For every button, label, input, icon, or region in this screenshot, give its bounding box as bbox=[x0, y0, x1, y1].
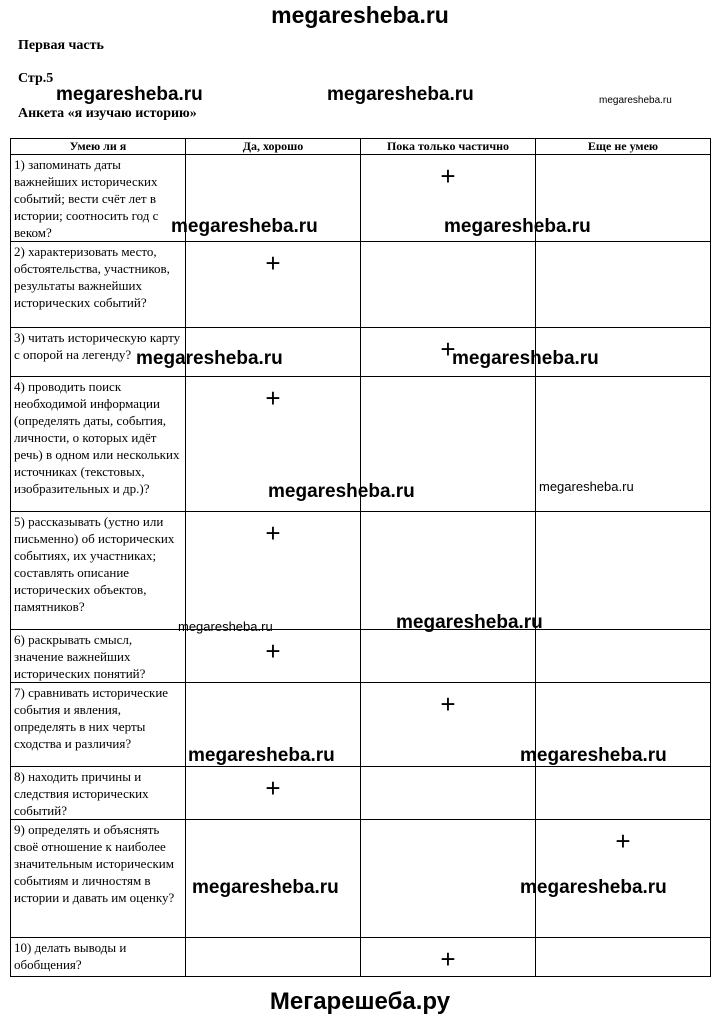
question-cell: 5) рассказывать (устно или письменно) об исторических событиях, их участниках; составлять описание исторических объектов, памятников? bbox=[11, 512, 186, 630]
table-row bbox=[11, 938, 711, 977]
column-header-not-yet: Еще не умею bbox=[536, 139, 711, 155]
answer-cell bbox=[536, 512, 711, 630]
answer-cell bbox=[186, 767, 361, 820]
watermark: megaresheba.ru bbox=[452, 348, 599, 369]
question-cell: 7) сравнивать исторические события и явления, определять в них черты сходства и различия? bbox=[11, 683, 186, 767]
answer-cell bbox=[186, 630, 361, 683]
answer-cell bbox=[361, 938, 536, 977]
watermark: megaresheba.ru bbox=[539, 479, 634, 494]
table-row bbox=[11, 328, 711, 377]
answer-cell bbox=[361, 630, 536, 683]
question-cell: 9) определять и объяснять своё отношение к наиболее значительным историческим событиям и личностям в истории и давать им оценку? bbox=[11, 820, 186, 938]
survey-table bbox=[10, 138, 711, 977]
watermark: megaresheba.ru bbox=[56, 84, 203, 105]
column-header-good: Да, хорошо bbox=[186, 139, 361, 155]
watermark: megaresheba.ru bbox=[520, 877, 667, 898]
question-cell: 3) читать историческую карту с опорой на легенду? bbox=[11, 328, 186, 377]
question-cell: 4) проводить поиск необходимой информации (определять даты, события, личности, о которых идёт речь) в одном или нескольких источниках (текстовых, изобразительных и др.)? bbox=[11, 377, 186, 512]
watermark: megaresheba.ru bbox=[192, 877, 339, 898]
question-cell: 2) характеризовать место, обстоятельства, участников, результаты важнейших исторических событий? bbox=[11, 242, 186, 328]
table-row bbox=[11, 155, 711, 242]
column-header-partial: Пока только частично bbox=[361, 139, 536, 155]
answer-cell bbox=[361, 683, 536, 767]
plus-mark-icon: + bbox=[265, 773, 281, 803]
table-row bbox=[11, 242, 711, 328]
answer-cell bbox=[536, 938, 711, 977]
column-header-skill: Умею ли я bbox=[11, 139, 186, 155]
answer-cell bbox=[536, 630, 711, 683]
watermark: megaresheba.ru bbox=[396, 612, 543, 633]
answer-cell bbox=[536, 767, 711, 820]
plus-mark-icon: + bbox=[440, 689, 456, 719]
answer-cell bbox=[361, 820, 536, 938]
site-header: megaresheba.ru bbox=[271, 2, 449, 28]
answer-cell bbox=[361, 767, 536, 820]
watermark: megaresheba.ru bbox=[188, 745, 335, 766]
watermark: megaresheba.ru bbox=[520, 745, 667, 766]
answer-cell bbox=[186, 938, 361, 977]
plus-mark-icon: + bbox=[440, 334, 456, 364]
plus-mark-icon: + bbox=[265, 636, 281, 666]
site-footer: Мегарешеба.ру bbox=[269, 988, 451, 1015]
plus-mark-icon: + bbox=[265, 248, 281, 278]
watermark: megaresheba.ru bbox=[171, 216, 318, 237]
question-cell: 8) находить причины и следствия исторических событий? bbox=[11, 767, 186, 820]
table-row bbox=[11, 767, 711, 820]
answer-cell bbox=[361, 242, 536, 328]
answer-cell bbox=[186, 242, 361, 328]
table-row bbox=[11, 630, 711, 683]
answer-cell bbox=[186, 512, 361, 630]
question-cell: 6) раскрывать смысл, значение важнейших исторических понятий? bbox=[11, 630, 186, 683]
section-title: Первая часть bbox=[18, 38, 104, 53]
watermark: megaresheba.ru bbox=[178, 619, 273, 634]
answer-cell bbox=[536, 242, 711, 328]
table-header-row bbox=[11, 139, 711, 155]
watermark: megaresheba.ru bbox=[136, 348, 283, 369]
watermark: megaresheba.ru bbox=[599, 95, 672, 106]
plus-mark-icon: + bbox=[265, 383, 281, 413]
watermark: megaresheba.ru bbox=[327, 84, 474, 105]
question-cell: 1) запоминать даты важнейших исторических событий; вести счёт лет в истории; соотносить год с веком? bbox=[11, 155, 186, 242]
plus-mark-icon: + bbox=[440, 944, 456, 974]
watermark: megaresheba.ru bbox=[444, 216, 591, 237]
plus-mark-icon: + bbox=[615, 826, 631, 856]
survey-title: Анкета «я изучаю историю» bbox=[18, 106, 197, 121]
survey-body bbox=[11, 155, 711, 977]
watermark: megaresheba.ru bbox=[268, 481, 415, 502]
plus-mark-icon: + bbox=[440, 161, 456, 191]
page-number: Стр.5 bbox=[18, 71, 54, 86]
plus-mark-icon: + bbox=[265, 518, 281, 548]
question-cell: 10) делать выводы и обобщения? bbox=[11, 938, 186, 977]
table-row bbox=[11, 512, 711, 630]
